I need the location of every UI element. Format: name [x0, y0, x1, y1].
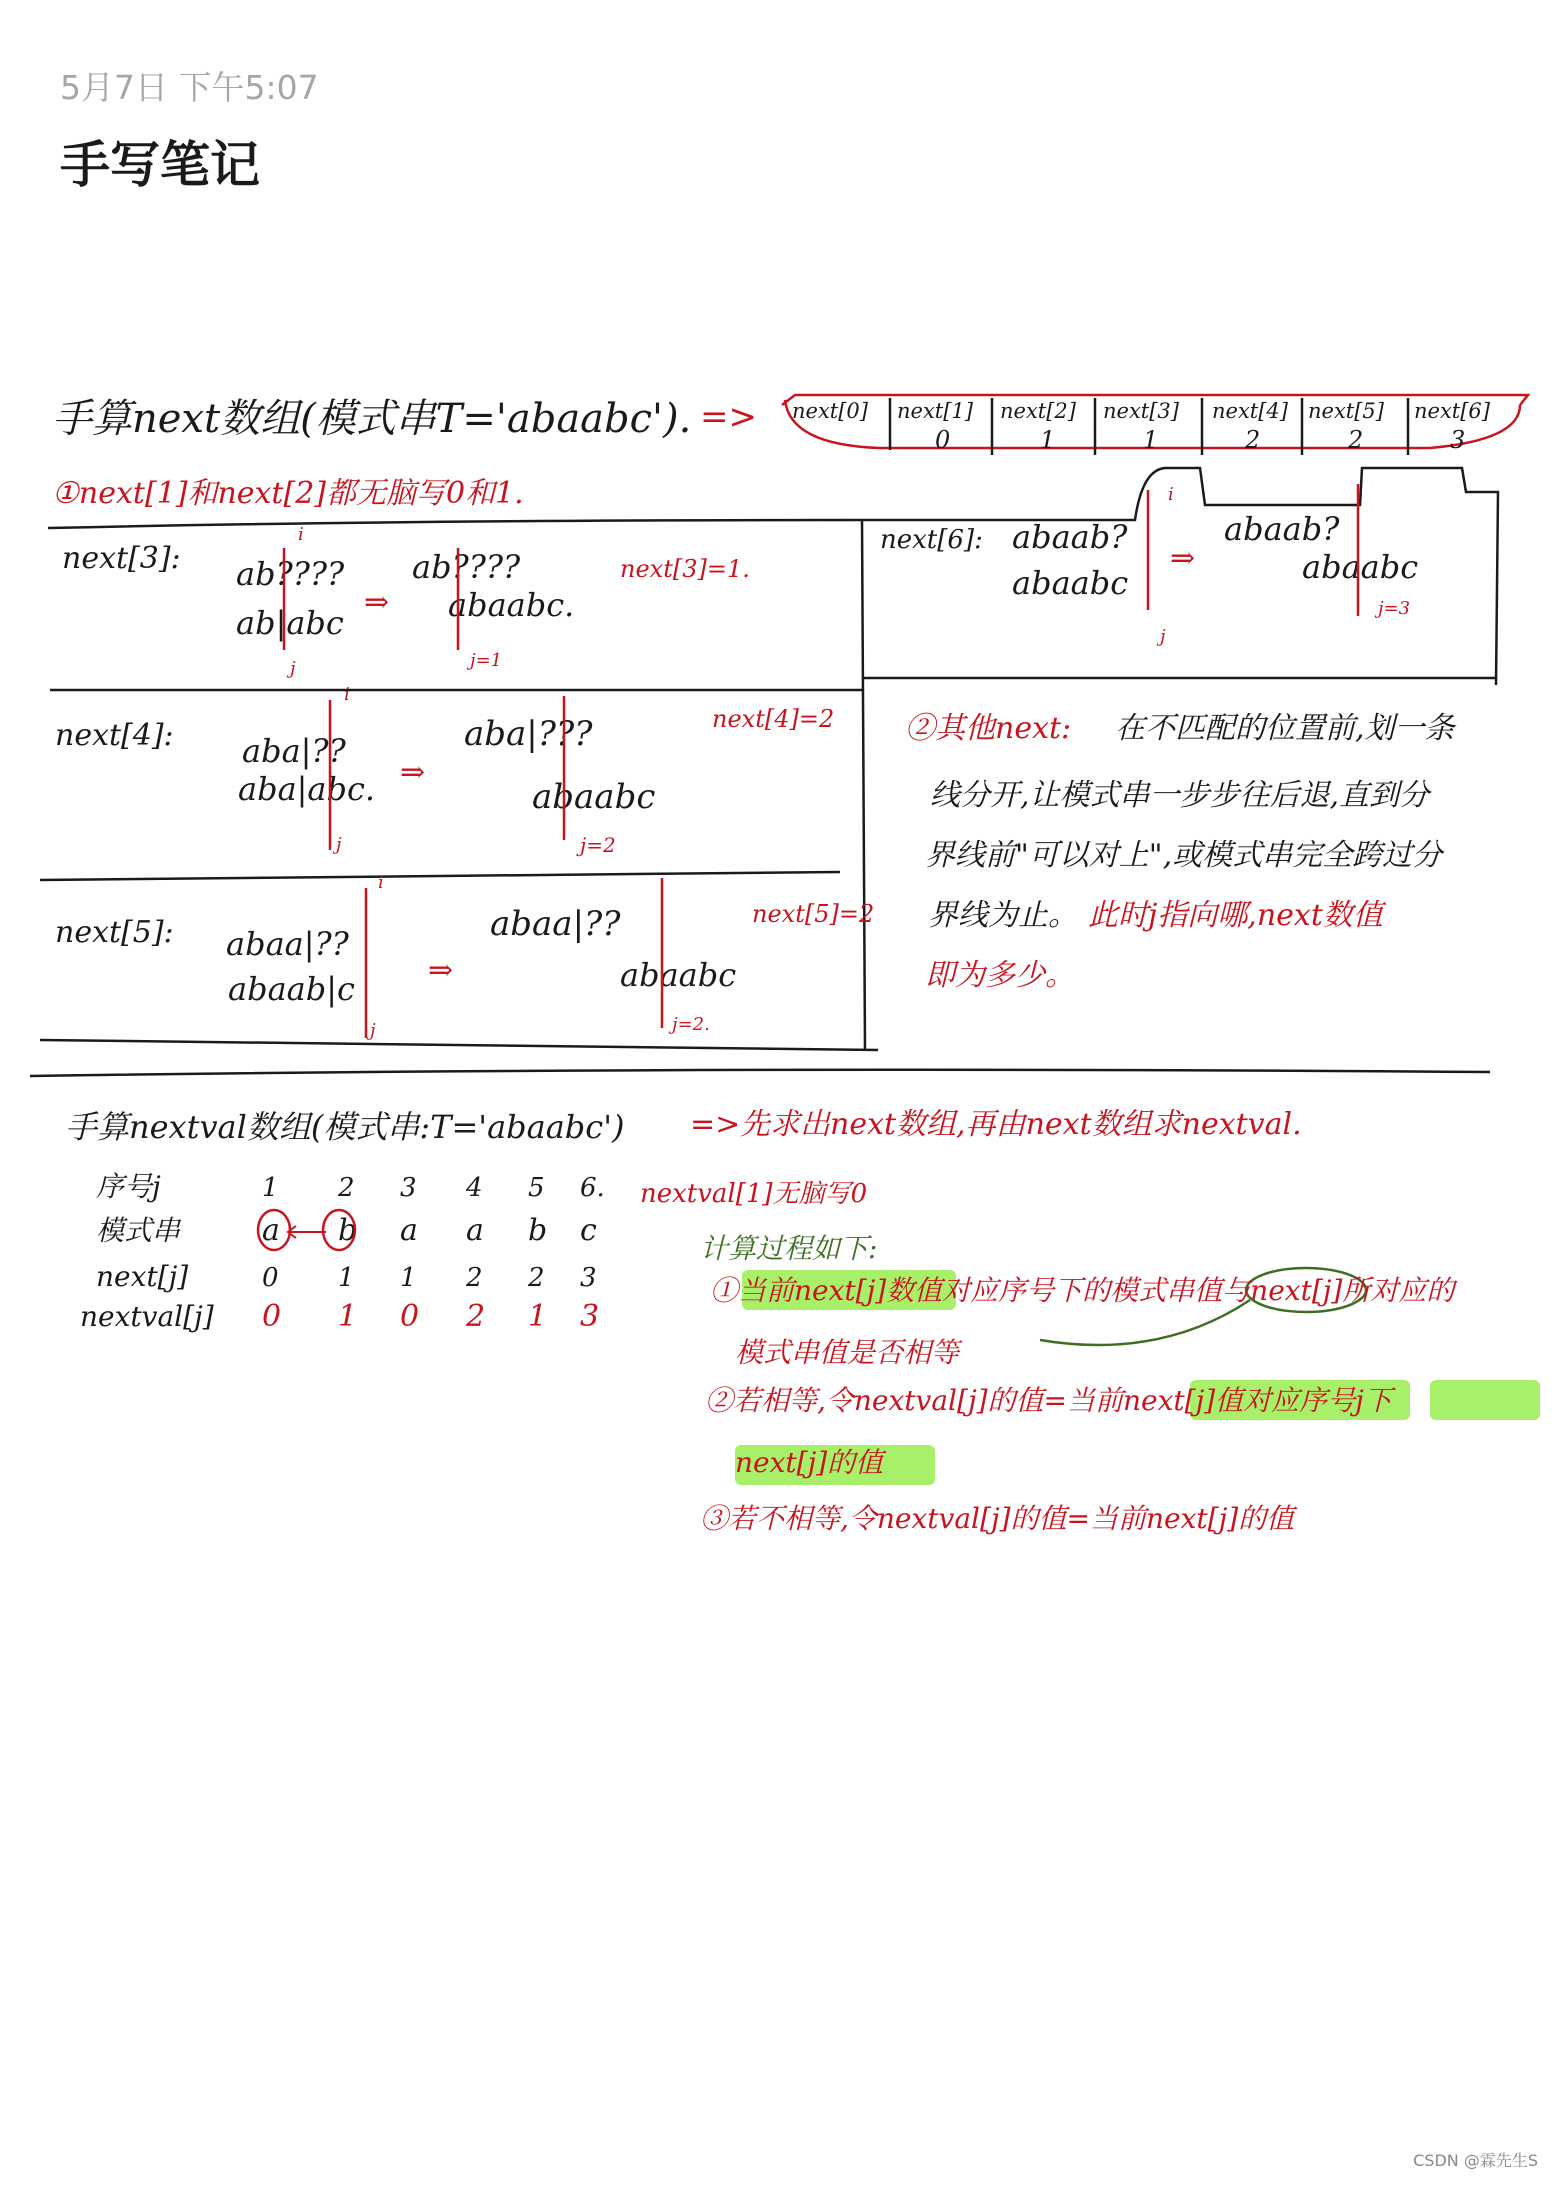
step3-line: ③若不相等,令nextval[j]的值=当前next[j]的值 [700, 1502, 1295, 1535]
next-cell: 1 [338, 1263, 355, 1293]
next4-arrow: ⇒ [400, 755, 426, 790]
next6-i: i [1168, 484, 1174, 505]
next-label-4: next[4] [1212, 399, 1288, 423]
nextval-cell: 0 [400, 1299, 420, 1334]
rule2-line4-red: 此时j指向哪,next数值 [1088, 898, 1383, 933]
compare-arrow [288, 1226, 326, 1238]
next3-result: next[3]=1. [620, 555, 750, 583]
next5-i: i [378, 872, 384, 893]
next4-result: next[4]=2 [712, 705, 835, 733]
pattern-cell: c [580, 1213, 597, 1248]
rule2-line1: 在不匹配的位置前,划一条 [1115, 711, 1455, 746]
pattern-cell: a [262, 1213, 280, 1248]
next3-main-top: ab???? [236, 555, 345, 593]
pattern-cell: b [338, 1213, 358, 1248]
section2-title-red: 先求出next数组,再由next数组求nextval. [740, 1107, 1302, 1142]
rule2-head: ②其他next: [905, 711, 1072, 746]
step1-line1: ①当前next[j]数值对应序号下的模式串值与next[j]所对应的 [710, 1274, 1455, 1307]
next-label-5: next[5] [1308, 399, 1384, 423]
next5-j2: j=2. [672, 1014, 710, 1035]
next4-main-bottom: aba|abc. [238, 770, 376, 808]
next6-after-bottom: abaabc [1302, 548, 1419, 586]
index-cell: 4 [466, 1173, 483, 1203]
next6-main-bottom: abaabc [1012, 564, 1129, 602]
rule2-line4: 界线为止。 [928, 898, 1078, 933]
next5-main-bottom: abaab|c [228, 970, 355, 1008]
next4-i: i [344, 684, 350, 705]
next-label-2: next[2] [1000, 399, 1076, 423]
next4-block [55, 684, 834, 857]
next3-main-bottom: ab|abc [236, 604, 344, 642]
index-cell: 2 [338, 1173, 355, 1203]
nextval1-note: nextval[1]无脑写0 [640, 1179, 868, 1209]
note-title: 手写笔记 [60, 136, 260, 194]
rule2-line5: 即为多少。 [925, 958, 1075, 993]
next-cell: 0 [262, 1263, 279, 1293]
nextval-cell: 2 [466, 1299, 486, 1334]
next-value-2: 1 [1040, 426, 1056, 454]
next4-main-top: aba|?? [242, 732, 346, 770]
next-label-3: next[3] [1103, 399, 1179, 423]
next-label-0: next[0] [792, 399, 868, 423]
calc-title: 计算过程如下: [700, 1232, 878, 1265]
rule2-line3: 界线前"可以对上",或模式串完全跨过分 [925, 838, 1443, 873]
pattern-cell: b [528, 1213, 548, 1248]
next-label-1: next[1] [897, 399, 973, 423]
watermark: CSDN @霖先生S [1413, 2151, 1538, 2170]
index-cell: 1 [262, 1173, 279, 1203]
next5-after-bottom: abaabc [620, 956, 737, 994]
next3-i: i [298, 524, 304, 545]
next-array-labels [792, 399, 1491, 423]
rule2-line2: 线分开,让模式串一步步往后退,直到分 [930, 778, 1430, 813]
next-cell: 3 [580, 1263, 597, 1293]
next5-after-top: abaa|?? [490, 904, 621, 944]
next-value-1: 0 [935, 426, 951, 454]
next6-main-top: abaab? [1012, 518, 1128, 556]
next6-j3: j=3 [1378, 598, 1411, 619]
nextval-cell: 1 [338, 1299, 358, 1334]
row-label-nextval: nextval[j] [80, 1300, 214, 1333]
next5-result: next[5]=2 [752, 900, 875, 928]
next3-j: j [290, 658, 296, 679]
step2-line1: ②若相等,令nextval[j]的值=当前next[j]值对应序号j下 [705, 1384, 1392, 1417]
row-label-index: 序号j [96, 1170, 161, 1203]
next5-block [55, 872, 874, 1041]
section1-arrow: => [700, 397, 757, 437]
next4-after-bottom: abaabc [532, 777, 656, 817]
next4-j: j [336, 834, 342, 855]
next3-block [62, 524, 750, 679]
index-cell: 6. [580, 1173, 605, 1203]
calc-steps [700, 1274, 1458, 1535]
nextval-table [262, 1173, 605, 1334]
next-value-6: 3 [1450, 426, 1466, 454]
row-label-pattern: 模式串 [96, 1214, 181, 1247]
next6-block [880, 484, 1418, 647]
next-cell: 2 [466, 1263, 483, 1293]
next6-j: j [1160, 626, 1166, 647]
next6-arrow: ⇒ [1170, 541, 1196, 576]
rule1: ①next[1]和next[2]都无脑写0和1. [52, 476, 524, 511]
next3-j1: j=1 [470, 650, 503, 671]
next6-label: next[6]: [880, 525, 983, 555]
next3-after-top: ab???? [412, 548, 521, 586]
next-label-6: next[6] [1414, 399, 1490, 423]
index-cell: 3 [400, 1173, 417, 1203]
nextval-cell: 0 [262, 1299, 282, 1334]
next5-main-top: abaa|?? [226, 925, 349, 963]
next-value-4: 2 [1245, 426, 1261, 454]
note-date: 5月7日 下午5:07 [60, 68, 319, 107]
nextval-table-labels [80, 1170, 214, 1333]
next5-label: next[5]: [55, 915, 174, 950]
pattern-cell: a [400, 1213, 418, 1248]
step1-line2: 模式串值是否相等 [735, 1336, 960, 1369]
next-cell: 1 [400, 1263, 417, 1293]
section2-title: 手算nextval数组(模式串:T='abaabc') [65, 1108, 625, 1146]
next4-j2: j=2 [580, 833, 616, 857]
section2-arrow: => [690, 1107, 741, 1142]
next4-label: next[4]: [55, 718, 174, 753]
nextval-cell: 3 [580, 1299, 600, 1334]
next-value-5: 2 [1348, 426, 1364, 454]
nextval-cell: 1 [528, 1299, 548, 1334]
next3-label: next[3]: [62, 541, 181, 576]
section1-title: 手算next数组(模式串T='abaabc'). [52, 396, 692, 442]
pattern-cell: a [466, 1213, 484, 1248]
next3-arrow: ⇒ [364, 585, 390, 620]
row-label-next: next[j] [96, 1260, 189, 1293]
next-array-values [935, 426, 1465, 454]
rule2-block [905, 711, 1458, 993]
next5-j: j [370, 1020, 376, 1041]
next3-after-bottom: abaabc. [448, 586, 575, 624]
next6-after-top: abaab? [1224, 510, 1340, 548]
next-cell: 2 [528, 1263, 545, 1293]
step2-line2: next[j]的值 [735, 1446, 884, 1479]
next-value-3: 1 [1143, 426, 1159, 454]
next5-arrow: ⇒ [428, 953, 454, 988]
next4-after-top: aba|??? [464, 714, 593, 754]
index-cell: 5 [528, 1173, 545, 1203]
